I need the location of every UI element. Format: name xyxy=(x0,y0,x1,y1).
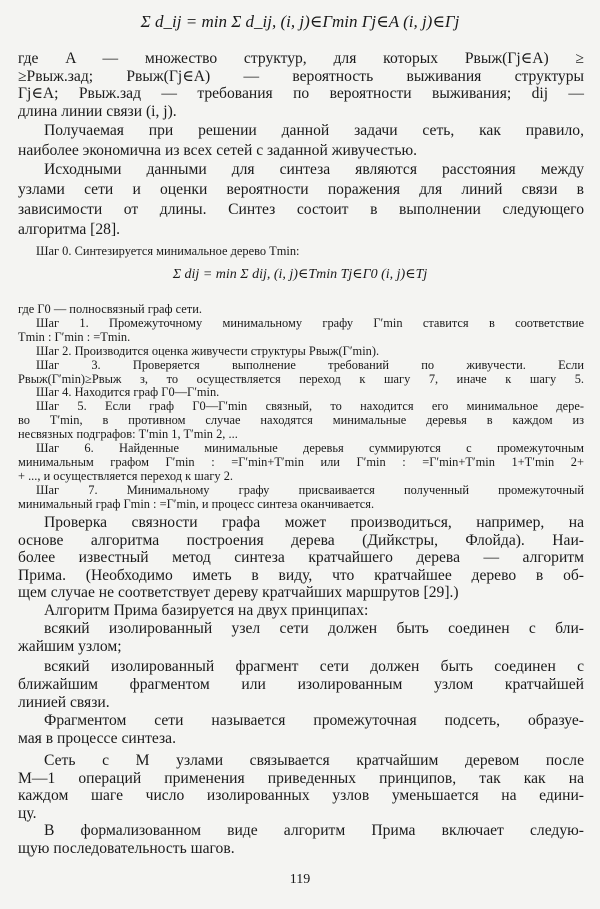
formula-top-text: Σ d_ij = min Σ d_ij, (i, j)∈Γmin Γj∈A (i, j)∈Γj xyxy=(140,12,460,31)
text-line: Получаемая при решении данной задачи сеть, как правило, xyxy=(44,122,584,139)
text-line: щую последовательность шагов. xyxy=(18,839,235,857)
text-line: Шаг 2. Производится оценка живучести структуры Pвыж(Γ′min). xyxy=(36,343,380,358)
text-line: более известный метод синтеза кратчайшего дерева — алгоритм xyxy=(18,549,584,567)
algorithm-steps xyxy=(18,303,584,512)
paragraph-4 xyxy=(18,514,584,602)
text-line: ≥Pвыж.зад; Pвыж(Γj∈A) — вероятность выживания структуры xyxy=(18,67,584,85)
text-line: алгоритма [28]. xyxy=(18,221,121,238)
text-line: Шаг 5. Если граф Γ0—Γ′min связный, то находится его минимальное дере- xyxy=(36,399,584,414)
page-number-text: 119 xyxy=(289,872,311,887)
text-line: всякий изолированный фрагмент сети должен быть соединен с xyxy=(44,658,584,675)
text-line: каждом шаге число изолированных узлов уменьшается на едини- xyxy=(18,787,584,804)
text-line: минимальным графом Γ′min : =Γ′min+T′min или Γ′min : =Γ′min+T′min 1+T′min 2+ xyxy=(18,454,584,469)
text-line: жайшим узлом; xyxy=(18,638,122,655)
text-line: Шаг 6. Найденные минимальные деревья суммируются с промежуточным xyxy=(36,441,584,456)
formula-top xyxy=(0,12,600,32)
text-line: минимальный граф Γmin : =Γ′min, и процесс синтеза оканчивается. xyxy=(18,496,375,511)
paragraph-2 xyxy=(18,121,584,160)
text-line: Шаг 0. Синтезируется минимальное дерево Tmin: xyxy=(36,244,300,258)
text-line: M—1 операций применения приведенных принципов, так как на xyxy=(18,769,584,787)
paragraph-8 xyxy=(18,712,584,748)
text-line: Фрагментом сети называется промежуточная подсеть, образуе- xyxy=(44,712,584,729)
text-line: несвязных подграфов: T′min 1, T′min 2, ... xyxy=(18,427,238,442)
text-line: + ..., и осуществляется переход к шагу 2. xyxy=(18,468,233,483)
text-line: основе алгоритма построения дерева (Дийкстры, Флойда). Наи- xyxy=(18,531,584,549)
text-line: Сеть с M узлами связывается кратчайшим деревом после xyxy=(44,752,584,769)
paragraph-7 xyxy=(18,658,584,712)
text-line: цу. xyxy=(18,804,37,822)
page-number xyxy=(0,872,600,888)
text-line: Шаг 7. Минимальному графу присваивается полученный промежуточный xyxy=(36,482,584,497)
paragraph-3 xyxy=(18,160,584,240)
formula-middle-span: Σ dij = min Σ dij, (i, j)∈Tmin Tj∈Γ0 (i, j)∈Tj xyxy=(172,267,428,282)
text-line: Tmin : Γ′min : =Tmin. xyxy=(18,329,131,344)
text-line: щем случае не соответствует дереву кратчайших маршрутов [29].) xyxy=(18,584,459,602)
text-line: где A — множество структур, для которых Pвыж(Γj∈A) ≥ xyxy=(18,50,584,67)
formula-middle-text xyxy=(0,266,600,283)
text-line: Γj∈A; Pвыж.зад — требования по вероятности выживания; dij — xyxy=(18,85,584,102)
paragraph-6 xyxy=(18,620,584,656)
text-line: ближайшим фрагментом или изолированным узлом кратчайшей xyxy=(18,676,584,693)
text-line: В формализованном виде алгоритм Прима включает следую- xyxy=(44,822,584,839)
paragraph-5 xyxy=(18,602,584,620)
text-line: Pвыж(Γ′min)≥Pвыж з, то осуществляется переход к шагу 7, иначе к шагу 5. xyxy=(18,371,584,386)
step-0 xyxy=(18,244,584,260)
text-line: мая в процессе синтеза. xyxy=(18,730,176,747)
text-line: Шаг 4. Находится граф Γ0—Γ′min. xyxy=(36,385,220,400)
text-line: наиболее экономична из всех сетей с заданной живучестью. xyxy=(18,141,417,159)
text-line: зависимости от длины. Синтез состоит в выполнении следующего xyxy=(18,201,584,218)
text-line: Шаг 3. Проверяется выполнение требований по живучести. Если xyxy=(36,357,584,372)
text-line: Алгоритм Прима базируется на двух принципах: xyxy=(44,602,369,619)
text-line: линией связи. xyxy=(18,694,110,711)
text-line: во T′min, в противном случае находятся минимальные деревья в каждом из xyxy=(18,413,584,428)
text-line: узлами сети и оценки вероятности поражения для линий связи в xyxy=(18,181,584,198)
paragraph-9 xyxy=(18,752,584,857)
text-line: Прима. (Необходимо иметь в виду, что кратчайшее дерево в об- xyxy=(18,566,584,584)
text-line: Проверка связности графа может производиться, например, на xyxy=(44,514,584,531)
text-line: где Γ0 — полносвязный граф сети. xyxy=(18,302,202,316)
text-line: Шаг 1. Промежуточному минимальному графу Γ′min ставится в соответствие xyxy=(36,315,584,330)
paragraph-1 xyxy=(18,50,584,120)
text-line: Исходными данными для синтеза являются расстояния между xyxy=(44,161,584,178)
text-line: длина линии связи (i, j). xyxy=(18,102,177,120)
text-line: всякий изолированный узел сети должен быть соединен с бли- xyxy=(44,620,584,637)
